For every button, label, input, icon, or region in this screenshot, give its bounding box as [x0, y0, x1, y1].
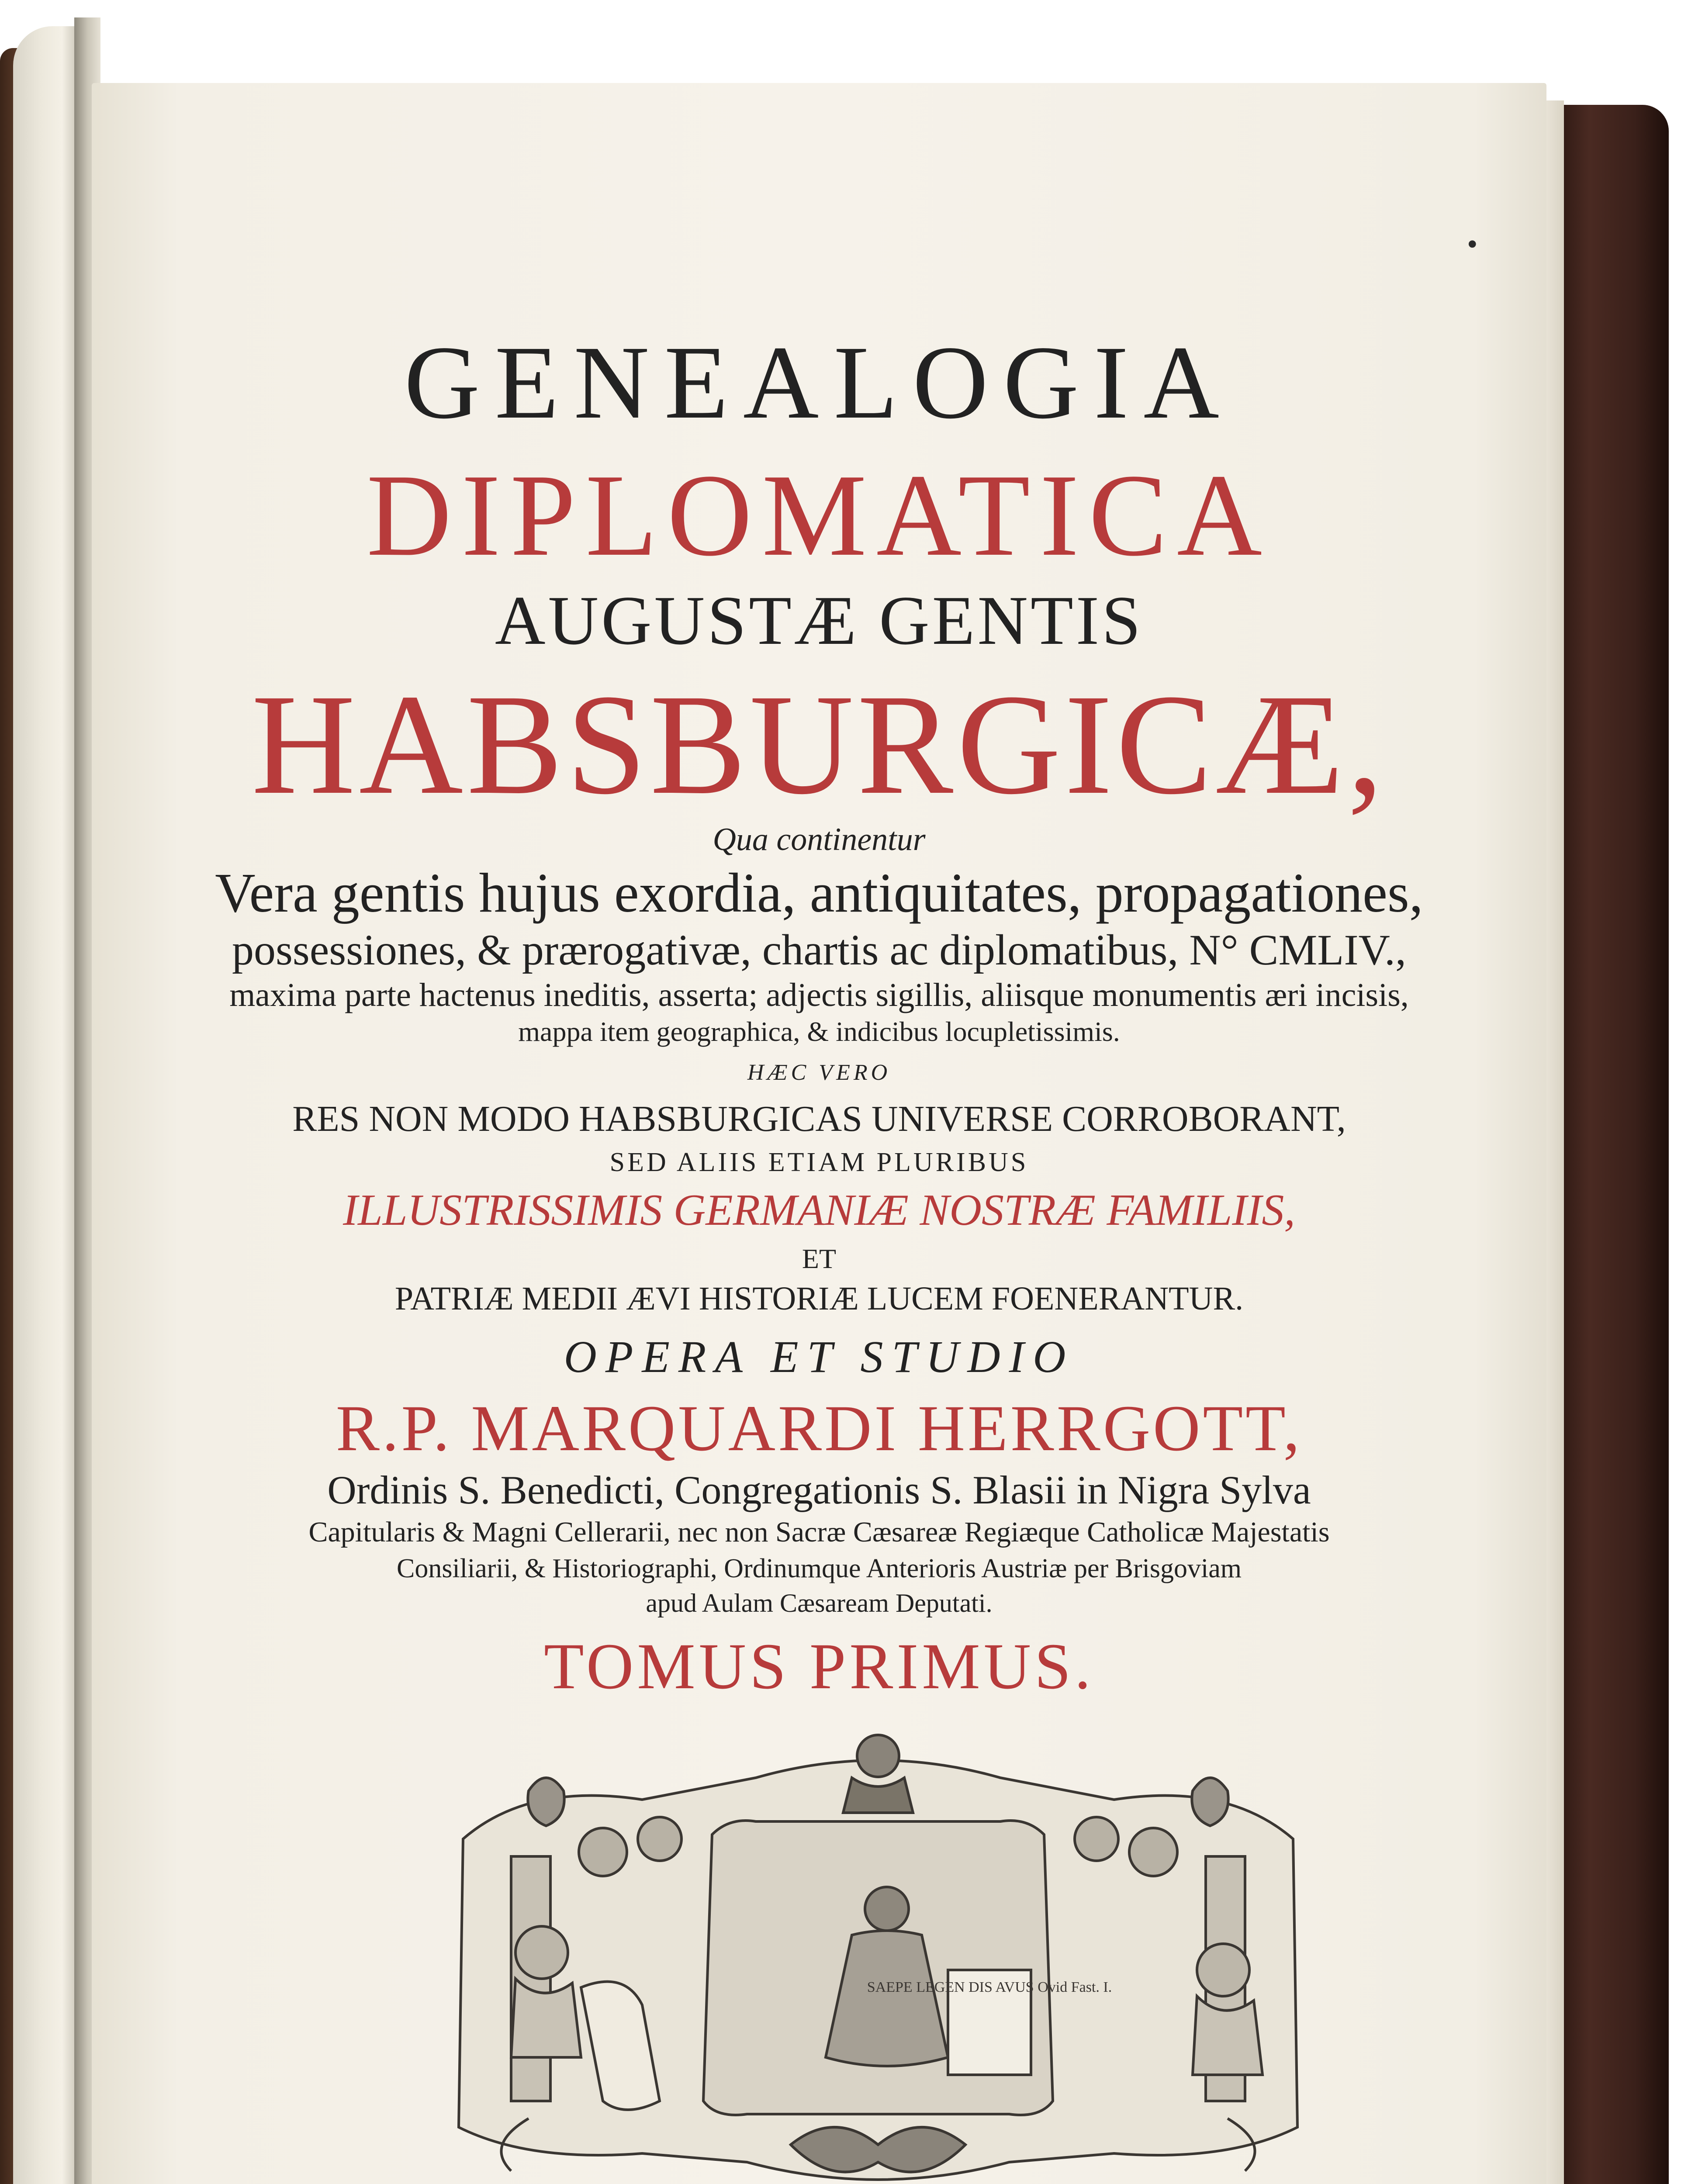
description-line-6: RES NON MODO HABSBURGICAS UNIVERSE CORROBORANT,	[292, 1099, 1346, 1139]
right-cover	[1555, 105, 1669, 2184]
title-line-1: GENEALOGIA	[404, 324, 1234, 440]
description-line-4: mappa item geographica, & indicibus locupletissimis.	[518, 1016, 1120, 1047]
page-mark-icon: •	[1467, 228, 1478, 261]
left-page-edge	[13, 26, 83, 2184]
description-line-10: PATRIÆ MEDII ÆVI HISTORIÆ LUCEM FOENERANTUR.	[394, 1280, 1244, 1317]
title-line-2: DIPLOMATICA	[366, 450, 1272, 581]
description-line-8: ILLUSTRISSIMIS GERMANIÆ NOSTRÆ FAMILIIS,	[343, 1185, 1295, 1235]
author-detail-2: Capitularis & Magni Cellerarii, nec non Sacræ Cæsareæ Regiæque Catholicæ Majestatis	[308, 1516, 1330, 1548]
author-detail-3: Consiliarii, & Historiographi, Ordinumque Anterioris Austriæ per Brisgoviam	[397, 1554, 1242, 1583]
title-line-4: HABSBURGICÆ,	[251, 665, 1387, 824]
description-line-9: ET	[802, 1243, 837, 1274]
author-name: R.P. MARQUARDI HERRGOTT,	[336, 1392, 1303, 1465]
title-line-3: AUGUSTÆ GENTIS	[495, 581, 1143, 659]
description-line-1: Vera gentis hujus exordia, antiquitates, propagationes,	[215, 862, 1423, 924]
description-line-5: HÆC VERO	[747, 1060, 891, 1085]
volume-label: TOMUS PRIMUS.	[544, 1630, 1094, 1703]
description-line-3: maxima parte hactenus ineditis, asserta; adjectis sigillis, aliisque monumentis æri incisis,	[229, 977, 1409, 1013]
author-detail-1: Ordinis S. Benedicti, Congregationis S. Blasii in Nigra Sylva	[327, 1468, 1311, 1512]
description-line-7: SED ALIIS ETIAM PLURIBUS	[609, 1147, 1029, 1177]
allegorical-vignette-icon	[398, 1725, 1359, 2184]
subtitle-intro: Qua continentur	[713, 822, 926, 857]
description-line-2: possessiones, & prærogativæ, chartis ac diplomatibus, N° CMLIV.,	[232, 926, 1406, 974]
book-inscription: SAEPE LEGEN DIS AVUS Ovid Fast. I.	[867, 1979, 1112, 1995]
title-page	[92, 83, 1546, 2184]
author-detail-4: apud Aulam Cæsaream Deputati.	[646, 1589, 993, 1617]
author-intro: OPERA ET STUDIO	[564, 1332, 1075, 1382]
